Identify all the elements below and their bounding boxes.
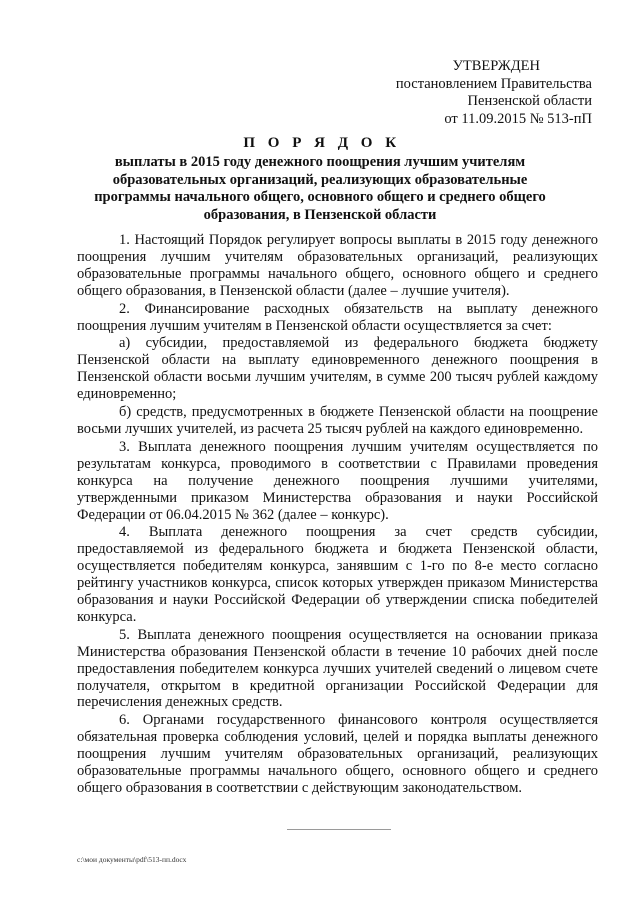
paragraph-2a: а) субсидии, предоставляемой из федерального бюджета бюджету Пензенской области на выплату единовременного денежного поощрения в Пензенской области восьми лучшим учителям, в сумме 200 тысяч рублей каждому единовременно; bbox=[77, 335, 598, 403]
approval-basis-line-3: от 11.09.2015 № 513-пП bbox=[444, 110, 592, 127]
document-subtitle: выплаты в 2015 году денежного поощрения лучшим учителям образовательных организаций, реализующих образовательные программы начального общего, основного общего и среднего общего образования, в Пензенской области bbox=[94, 154, 546, 223]
footer-file-path: c:\мои документы\pdf\513-пп.docx bbox=[77, 855, 187, 864]
approval-basis-line-1: постановлением Правительства bbox=[395, 75, 592, 92]
paragraph-3: 3. Выплата денежного поощрения лучшим учителям осуществляется по результатам конкурса, проводимого в соответствии с Правилами проведения конкурса на получение денежного поощрения лучшими учителями, утвержденными приказом Министерства образования и науки Российской Федерации от 06.04.2015 № 362 (далее – конкурс). bbox=[77, 438, 598, 523]
document-body bbox=[77, 232, 598, 798]
approval-heading: УТВЕРЖДЕН bbox=[452, 58, 540, 74]
paragraph-2b: б) средств, предусмотренных в бюджете Пензенской области на поощрение восьми лучших учителей, из расчета 25 тысяч рублей на каждого единовременно. bbox=[77, 404, 598, 437]
paragraph-1: 1. Настоящий Порядок регулирует вопросы выплаты в 2015 году денежного поощрения лучшим учителям образовательных организаций, реализующих образовательные программы начального общего, основного общего и среднего общего образования, в Пензенской области (далее – лучшие учителя). bbox=[77, 232, 598, 299]
document-title: П О Р Я Д О К bbox=[243, 135, 401, 151]
end-separator-line bbox=[287, 829, 391, 830]
approval-stamp bbox=[362, 58, 592, 128]
paragraph-5: 5. Выплата денежного поощрения осуществляется на основании приказа Министерства образования Пензенской области в течение 10 рабочих дней после предоставления победителем конкурса лучших учителей сведений о лицевом счете получателя, открытом в кредитной организации Российской Федерации для перечисления денежных средств. bbox=[77, 626, 598, 711]
paragraph-4: 4. Выплата денежного поощрения за счет средств субсидии, предоставляемой из федерального бюджета и бюджета Пензенской области, осуществляется победителям конкурса, занявшим с 1-го по 8-е место согласно рейтингу участников конкурса, список которых утвержден приказом Министерства образования и науки Российской Федерации об утверждении списка победителей конкурса. bbox=[77, 524, 598, 625]
paragraph-2: 2. Финансирование расходных обязательств на выплату денежного поощрения лучшим учителям в Пензенской области осуществляется за счет: bbox=[77, 300, 598, 334]
approval-basis-line-2: Пензенской области bbox=[467, 93, 592, 109]
document-title-block bbox=[80, 133, 560, 224]
paragraph-6: 6. Органами государственного финансового контроля осуществляется обязательная проверка соблюдения условий, целей и порядка выплаты денежного поощрения лучшим учителям образовательных организаций, реализующих образовательные программы начального общего, основного общего и среднего общего образования в соответствии с действующим законодательством. bbox=[77, 712, 598, 796]
